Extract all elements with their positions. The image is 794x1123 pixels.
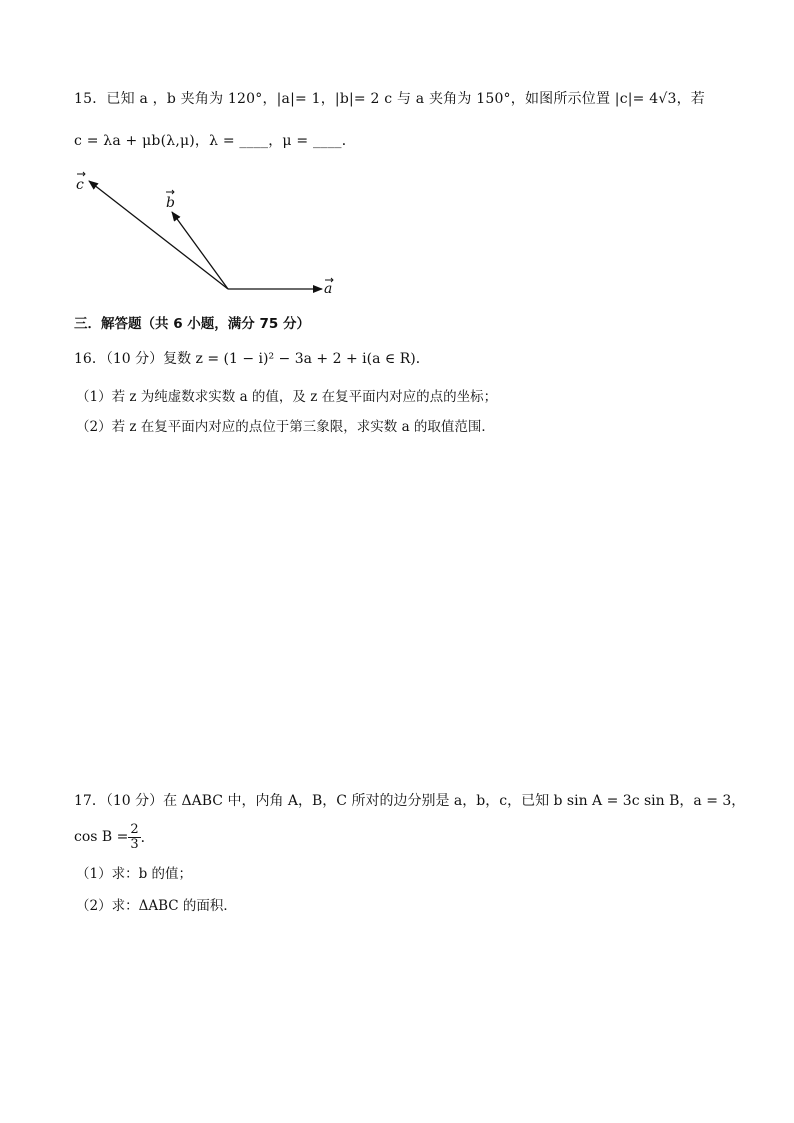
q17-part2: （2）求：ΔABC 的面积．: [76, 898, 237, 914]
q17-cos-fraction: [128, 823, 140, 852]
vector-c-label: c: [76, 177, 84, 193]
q17-cos-denominator: 3: [130, 836, 139, 852]
vector-b-label: b: [166, 195, 175, 211]
section-heading: 三．解答题（共 6 小题，满分 75 分）: [74, 316, 310, 332]
vector-b-arrow: [172, 212, 228, 289]
q16-part2: （2）若 z 在复平面内对应的点位于第三象限，求实数 a 的取值范围．: [76, 419, 495, 435]
q17-part1: （1）求：b 的值；: [76, 866, 193, 882]
vector-b-overarrow: [166, 190, 174, 194]
q15-line1: 15．已知 a ，b 夹角为 120°，|a|= 1，|b|= 2 c 与 a 夹角为 150°，如图所示位置 |c|= 4√3，若: [74, 91, 705, 107]
q17-cos-suffix: ．: [140, 830, 155, 846]
vector-c-overarrow: [77, 172, 85, 176]
q17-cos-line: [74, 820, 155, 854]
q16-stem: 16．（10 分）复数 z = (1 − i)² − 3a + 2 + i(a ∈ R)．: [74, 351, 430, 367]
q17-cos-numerator: 2: [130, 821, 139, 837]
q17-cos-prefix: cos B =: [74, 829, 129, 845]
vector-c-arrow: [89, 181, 228, 289]
q17-stem: 17．（10 分）在 ΔABC 中，内角 A，B，C 所对的边分别是 a，b，c，已知 b sin A = 3c sin B，a = 3，: [74, 793, 746, 809]
q16-part1: （1）若 z 为纯虚数求实数 a 的值，及 z 在复平面内对应的点的坐标；: [76, 389, 498, 405]
q15-line2: c = λa + μb(λ,μ)，λ = ____，μ = ____．: [74, 133, 356, 149]
vector-a-label: a: [324, 281, 333, 297]
